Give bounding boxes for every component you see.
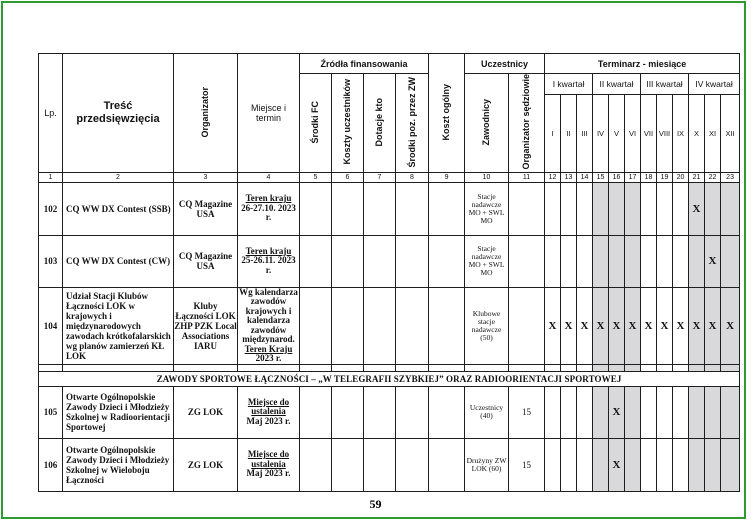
row-participants: Klubowe stacje nadawcze (50) bbox=[465, 287, 509, 364]
header-organizator: Organizator bbox=[174, 54, 238, 173]
col-number: 6 bbox=[332, 172, 364, 182]
month-header: I bbox=[545, 94, 561, 172]
column-number-row bbox=[39, 172, 740, 182]
table-row bbox=[39, 182, 740, 235]
month-cell bbox=[577, 235, 593, 287]
place-rest: 26-27.10. 2023 r. bbox=[241, 202, 296, 223]
month-cell: X bbox=[689, 287, 705, 364]
place-underlined: Teren Kraju bbox=[244, 343, 293, 354]
col-number: 18 bbox=[641, 172, 657, 182]
row-judges bbox=[509, 287, 545, 364]
row-lp: 104 bbox=[39, 287, 63, 364]
row-organizer: ZG LOK bbox=[174, 386, 238, 438]
place-tail: 2023 r. bbox=[255, 353, 282, 364]
col-number: 21 bbox=[689, 172, 705, 182]
place-underlined: Miejsce do ustalenia bbox=[247, 396, 290, 417]
col-number: 19 bbox=[657, 172, 673, 182]
header-koszt: Koszt ogólny bbox=[429, 54, 465, 173]
month-cell bbox=[641, 235, 657, 287]
quarter-3: III kwartał bbox=[641, 74, 689, 95]
row-title: CQ WW DX Contest (CW) bbox=[63, 235, 174, 287]
row-judges bbox=[509, 235, 545, 287]
month-cell bbox=[657, 182, 673, 235]
header-koszty: Koszty uczestników bbox=[332, 74, 364, 173]
col-number: 15 bbox=[593, 172, 609, 182]
row-place bbox=[238, 386, 300, 438]
month-cell bbox=[657, 386, 673, 438]
col-number: 9 bbox=[429, 172, 465, 182]
month-cell bbox=[641, 438, 657, 491]
month-cell bbox=[705, 386, 721, 438]
month-cell: X bbox=[609, 287, 625, 364]
section-heading: ZAWODY SPORTOWE ŁĄCZNOŚCI – „W TELEGRAFII SZYBKIEJ” ORAZ RADIOORIENTACJI SPORTOWEJ bbox=[39, 371, 740, 386]
month-cell bbox=[577, 438, 593, 491]
month-cell bbox=[721, 386, 740, 438]
col-number: 8 bbox=[396, 172, 429, 182]
month-cell: X bbox=[689, 182, 705, 235]
month-cell bbox=[609, 235, 625, 287]
row-organizer: CQ Magazine USA bbox=[174, 235, 238, 287]
month-cell bbox=[593, 182, 609, 235]
month-cell bbox=[561, 182, 577, 235]
month-cell bbox=[657, 235, 673, 287]
header-dotacje: Dotacje kto bbox=[364, 74, 396, 173]
col-number: 11 bbox=[509, 172, 545, 182]
quarter-4: IV kwartał bbox=[689, 74, 740, 95]
month-cell: X bbox=[705, 287, 721, 364]
place-rest: Maj 2023 r. bbox=[246, 468, 291, 479]
month-cell bbox=[561, 386, 577, 438]
col-number: 14 bbox=[577, 172, 593, 182]
place-rest: Wg kalendarza zawodów krajowych i kalendarza zawodów międzynarod. bbox=[239, 287, 298, 345]
month-header: X bbox=[689, 94, 705, 172]
month-header: III bbox=[577, 94, 593, 172]
row-place bbox=[238, 287, 300, 364]
table-row bbox=[39, 235, 740, 287]
month-cell bbox=[593, 235, 609, 287]
table-row bbox=[39, 386, 740, 438]
month-cell bbox=[705, 182, 721, 235]
row-place bbox=[238, 235, 300, 287]
month-header: II bbox=[561, 94, 577, 172]
place-rest: Maj 2023 r. bbox=[246, 415, 291, 426]
month-header: IX bbox=[673, 94, 689, 172]
col-number: 10 bbox=[465, 172, 509, 182]
col-number: 20 bbox=[673, 172, 689, 182]
month-cell bbox=[625, 386, 641, 438]
header-zawodnicy: Zawodnicy bbox=[465, 74, 509, 173]
col-number: 4 bbox=[238, 172, 300, 182]
row-judges: 15 bbox=[509, 438, 545, 491]
month-header: VII bbox=[641, 94, 657, 172]
header-tresc: Treść przedsięwzięcia bbox=[63, 54, 174, 173]
month-cell: X bbox=[705, 235, 721, 287]
month-cell bbox=[609, 182, 625, 235]
row-lp: 103 bbox=[39, 235, 63, 287]
col-number: 23 bbox=[721, 172, 740, 182]
month-cell bbox=[545, 182, 561, 235]
month-cell: X bbox=[593, 287, 609, 364]
row-title: Udział Stacji Klubów Łączności LOK w krajowych i międzynarodowych zawodach krótkofalarskich wg planów zamierzeń KŁ LOK bbox=[63, 287, 174, 364]
month-header: IV bbox=[593, 94, 609, 172]
month-cell bbox=[625, 438, 641, 491]
table-row bbox=[39, 287, 740, 364]
month-cell: X bbox=[625, 287, 641, 364]
place-rest: 25-26.11. 2023 r. bbox=[241, 255, 296, 275]
month-cell bbox=[689, 438, 705, 491]
month-header: XI bbox=[705, 94, 721, 172]
row-participants: Drużyny ZW LOK (60) bbox=[465, 438, 509, 491]
month-cell: X bbox=[673, 287, 689, 364]
month-cell bbox=[545, 438, 561, 491]
table-row bbox=[39, 438, 740, 491]
col-number: 3 bbox=[174, 172, 238, 182]
col-number: 5 bbox=[300, 172, 332, 182]
header-srodki-zw: Środki poz. przez ZW bbox=[396, 74, 429, 173]
month-header: VIII bbox=[657, 94, 673, 172]
month-cell: X bbox=[609, 386, 625, 438]
month-cell bbox=[689, 386, 705, 438]
month-cell bbox=[593, 438, 609, 491]
row-participants: Uczestnicy (40) bbox=[465, 386, 509, 438]
col-number: 12 bbox=[545, 172, 561, 182]
month-cell bbox=[721, 182, 740, 235]
header-uczestnicy: Uczestnicy bbox=[465, 54, 545, 74]
month-cell bbox=[577, 182, 593, 235]
month-cell bbox=[657, 438, 673, 491]
month-cell bbox=[545, 386, 561, 438]
row-lp: 106 bbox=[39, 438, 63, 491]
row-organizer: CQ Magazine USA bbox=[174, 182, 238, 235]
row-title: Otwarte Ogólnopolskie Zawody Dzieci i Młodzieży Szkolnej w Radioorientacji Sportowej bbox=[63, 386, 174, 438]
month-cell bbox=[705, 438, 721, 491]
col-number: 16 bbox=[609, 172, 625, 182]
month-cell bbox=[641, 386, 657, 438]
row-judges: 15 bbox=[509, 386, 545, 438]
row-participants: Stacje nadawcze MO + SWL MO bbox=[465, 182, 509, 235]
month-cell bbox=[561, 235, 577, 287]
page-number: 59 bbox=[369, 497, 382, 511]
row-organizer: ZG LOK bbox=[174, 438, 238, 491]
col-number: 2 bbox=[63, 172, 174, 182]
month-header: V bbox=[609, 94, 625, 172]
row-judges bbox=[509, 182, 545, 235]
month-cell bbox=[673, 438, 689, 491]
month-cell bbox=[593, 386, 609, 438]
month-cell: X bbox=[721, 287, 740, 364]
month-cell bbox=[545, 235, 561, 287]
header-zrodla: Źródła finansowania bbox=[300, 54, 429, 74]
month-cell: X bbox=[657, 287, 673, 364]
header-lp: Lp. bbox=[39, 54, 63, 173]
row-organizer: Kluby Łączności LOK ZHP PZK Local Associations IARU bbox=[174, 287, 238, 364]
month-cell: X bbox=[561, 287, 577, 364]
row-title: CQ WW DX Contest (SSB) bbox=[63, 182, 174, 235]
row-lp: 102 bbox=[39, 182, 63, 235]
row-place bbox=[238, 182, 300, 235]
col-number: 13 bbox=[561, 172, 577, 182]
row-lp: 105 bbox=[39, 386, 63, 438]
schedule-table bbox=[38, 53, 740, 492]
month-cell bbox=[561, 438, 577, 491]
month-header: XII bbox=[721, 94, 740, 172]
header-terminarz: Terminarz - miesiące bbox=[545, 54, 740, 74]
month-cell bbox=[689, 235, 705, 287]
quarter-2: II kwartał bbox=[593, 74, 641, 95]
row-title: Otwarte Ogólnopolskie Zawody Dzieci i Młodzieży Szkolnej w Wieloboju Łączności bbox=[63, 438, 174, 491]
place-underlined: Teren kraju bbox=[245, 245, 292, 256]
month-cell bbox=[673, 235, 689, 287]
month-cell bbox=[673, 386, 689, 438]
place-underlined: Teren kraju bbox=[245, 193, 292, 204]
month-cell: X bbox=[545, 287, 561, 364]
header-miejsce: Miejsce i termin bbox=[238, 54, 300, 173]
header-organizator-sedziowie: Organizator sędziowie bbox=[509, 74, 545, 173]
header-srodki-fc: Środki FC bbox=[300, 74, 332, 173]
place-underlined: Miejsce do ustalenia bbox=[247, 449, 290, 469]
col-number: 7 bbox=[364, 172, 396, 182]
month-header: VI bbox=[625, 94, 641, 172]
month-cell bbox=[577, 386, 593, 438]
month-cell bbox=[625, 182, 641, 235]
month-cell: X bbox=[577, 287, 593, 364]
month-cell bbox=[721, 235, 740, 287]
month-cell bbox=[673, 182, 689, 235]
month-cell bbox=[641, 182, 657, 235]
month-cell bbox=[625, 235, 641, 287]
row-participants: Stacje nadawcze MO + SWL MO bbox=[465, 235, 509, 287]
month-cell bbox=[721, 438, 740, 491]
quarter-1: I kwartał bbox=[545, 74, 593, 95]
month-cell: X bbox=[641, 287, 657, 364]
col-number: 22 bbox=[705, 172, 721, 182]
row-place bbox=[238, 438, 300, 491]
spacer-row bbox=[39, 364, 740, 371]
col-number: 17 bbox=[625, 172, 641, 182]
month-cell: X bbox=[609, 438, 625, 491]
col-number: 1 bbox=[39, 172, 63, 182]
